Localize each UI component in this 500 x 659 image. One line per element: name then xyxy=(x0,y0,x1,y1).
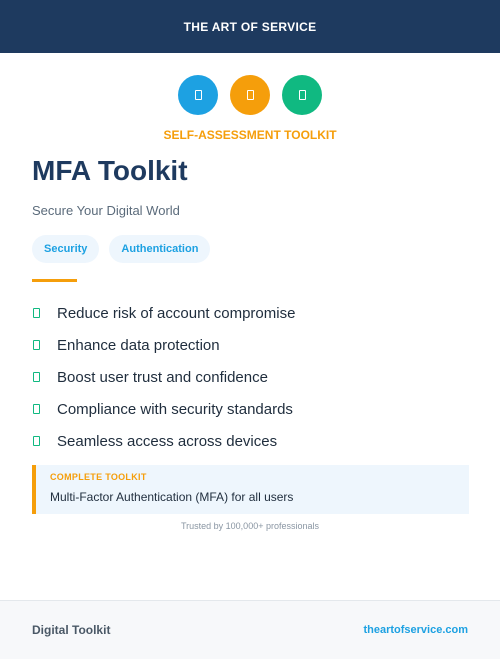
check-icon xyxy=(33,308,40,318)
benefit-text: Boost user trust and confidence xyxy=(57,368,268,386)
placeholder-glyph-icon xyxy=(195,90,202,100)
benefit-item xyxy=(32,329,295,361)
check-icon xyxy=(33,372,40,382)
benefit-item xyxy=(32,297,295,329)
callout-label: COMPLETE TOOLKIT xyxy=(50,472,147,482)
callout-text: Multi-Factor Authentication (MFA) for all users xyxy=(50,490,294,504)
benefit-text: Compliance with security standards xyxy=(57,400,293,418)
placeholder-glyph-icon xyxy=(247,90,254,100)
benefit-text: Reduce risk of account compromise xyxy=(57,304,296,322)
check-icon xyxy=(33,436,40,446)
tag-security[interactable]: Security xyxy=(32,235,99,263)
footer-label: Digital Toolkit xyxy=(32,623,111,637)
benefit-item xyxy=(32,393,295,425)
top-banner xyxy=(0,0,500,53)
benefit-list xyxy=(32,297,295,457)
website-link[interactable]: theartofservice.com xyxy=(363,624,468,636)
accent-divider xyxy=(32,279,77,282)
check-icon xyxy=(33,404,40,414)
footer-bar xyxy=(0,600,500,659)
page-subtitle: Secure Your Digital World xyxy=(32,203,180,218)
tag-authentication[interactable]: Authentication xyxy=(109,235,210,263)
complete-toolkit-callout xyxy=(32,465,469,514)
benefit-item xyxy=(32,425,295,457)
feature-circle-blue xyxy=(178,75,218,115)
check-icon xyxy=(33,340,40,350)
page-title: MFA Toolkit xyxy=(32,155,188,186)
benefit-text: Seamless access across devices xyxy=(57,432,278,450)
feature-circle-orange xyxy=(230,75,270,115)
feature-circle-green xyxy=(282,75,322,115)
kicker-label: SELF-ASSESSMENT TOOLKIT xyxy=(163,128,337,142)
trusted-note: Trusted by 100,000+ professionals xyxy=(180,521,319,531)
feature-icon-row xyxy=(0,75,500,115)
benefit-item xyxy=(32,361,295,393)
brand-name: THE ART OF SERVICE xyxy=(183,19,317,34)
tag-list xyxy=(32,235,210,263)
benefit-text: Enhance data protection xyxy=(57,336,220,354)
placeholder-glyph-icon xyxy=(299,90,306,100)
